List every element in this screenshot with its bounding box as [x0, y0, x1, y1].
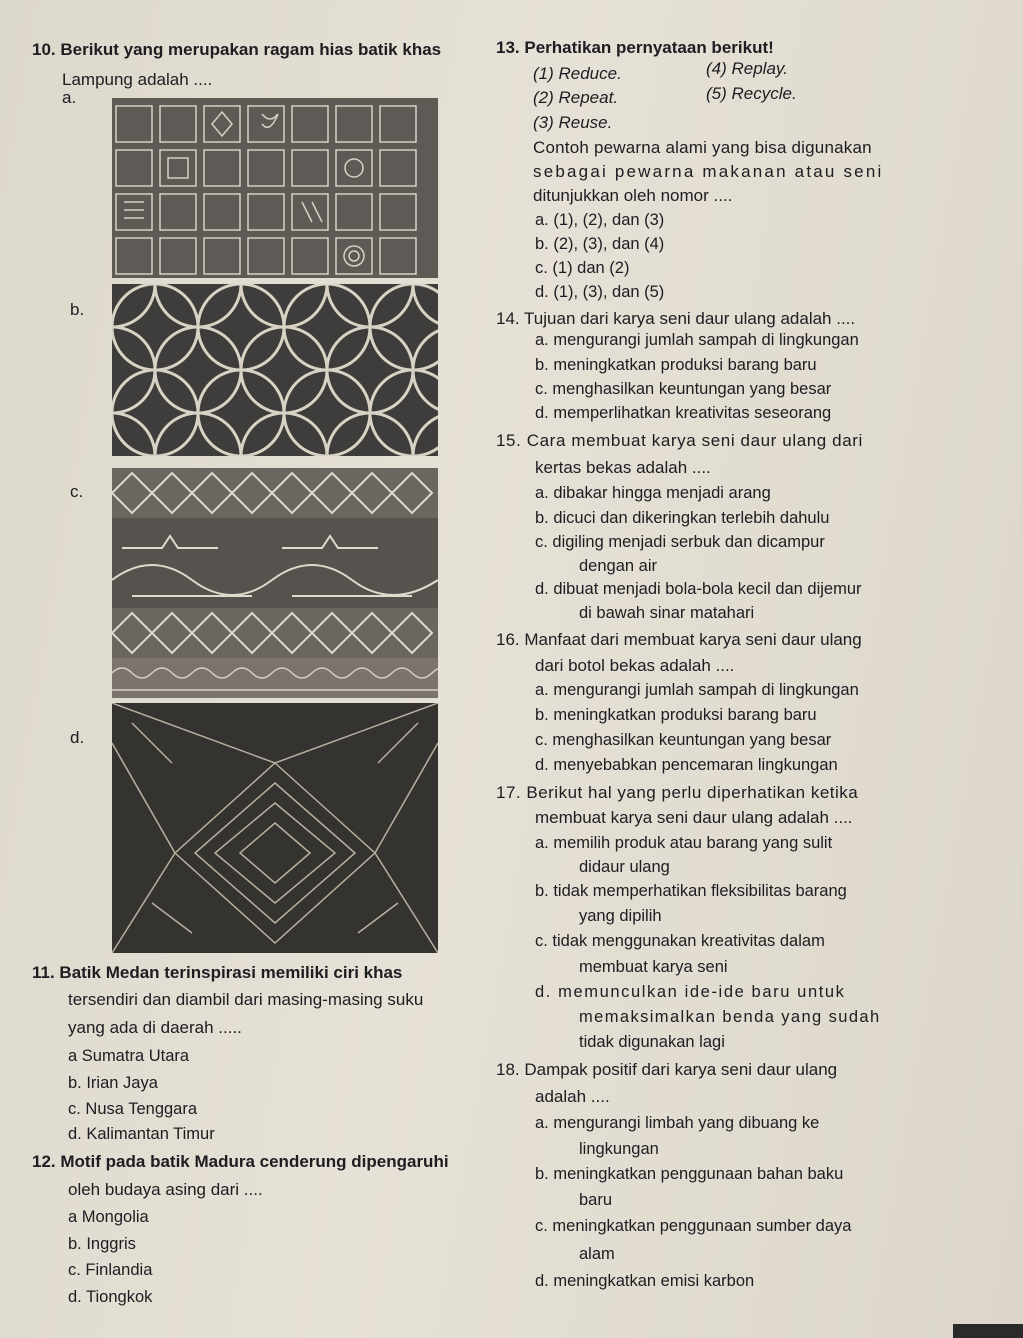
q18-option-c[interactable]: c. meningkatkan penggunaan sumber daya: [535, 1217, 852, 1235]
q17-option-b-cont: yang dipilih: [579, 907, 662, 925]
q11-stem-line2: tersendiri dan diambil dari masing-masing suku: [68, 990, 424, 1009]
q15-stem-line2: kertas bekas adalah ....: [535, 458, 711, 477]
q13-item-3: (3) Reuse.: [533, 113, 613, 132]
q12-option-a[interactable]: a Mongolia: [68, 1208, 149, 1226]
q17-option-a[interactable]: a. memilih produk atau barang yang sulit: [535, 834, 833, 852]
q11-option-b[interactable]: b. Irian Jaya: [68, 1074, 158, 1092]
q16-stem-line1: 16. Manfaat dari membuat karya seni daur ulang: [496, 630, 862, 649]
q13-option-c[interactable]: c. (1) dan (2): [535, 259, 630, 277]
q13-option-b[interactable]: b. (2), (3), dan (4): [535, 235, 665, 253]
q18-option-a-cont: lingkungan: [579, 1140, 659, 1158]
q17-option-a-cont: didaur ulang: [579, 858, 670, 876]
q12-option-b[interactable]: b. Inggris: [68, 1235, 136, 1253]
q18-option-d[interactable]: d. meningkatkan emisi karbon: [535, 1272, 755, 1290]
batik-image-b: [112, 284, 438, 456]
q15-option-d-cont: di bawah sinar matahari: [579, 604, 755, 622]
q16-option-b[interactable]: b. meningkatkan produksi barang baru: [535, 706, 817, 724]
batik-image-a: [112, 98, 438, 278]
q18-option-a[interactable]: a. mengurangi limbah yang dibuang ke: [535, 1114, 820, 1132]
q16-option-d[interactable]: d. menyebabkan pencemaran lingkungan: [535, 756, 838, 774]
batik-image-d: [112, 703, 438, 953]
q17-stem-line1: 17. Berikut hal yang perlu diperhatikan ketika: [496, 783, 859, 802]
q15-option-b[interactable]: b. dicuci dan dikeringkan terlebih dahulu: [535, 509, 830, 527]
q10-label-a: a.: [62, 88, 77, 107]
q13-option-a[interactable]: a. (1), (2), dan (3): [535, 211, 665, 229]
q12-stem-line2: oleh budaya asing dari ....: [68, 1180, 263, 1199]
q17-option-d[interactable]: d. memunculkan ide-ide baru untuk: [535, 983, 846, 1001]
q14-title: 14. Tujuan dari karya seni daur ulang adalah ....: [496, 309, 856, 328]
q13-item-2: (2) Repeat.: [533, 88, 619, 107]
q13-stem-line1: Contoh pewarna alami yang bisa digunakan: [533, 138, 872, 157]
q17-stem-line2: membuat karya seni daur ulang adalah ....: [535, 808, 853, 827]
q15-option-d[interactable]: d. dibuat menjadi bola-bola kecil dan dijemur: [535, 580, 862, 598]
q15-option-a[interactable]: a. dibakar hingga menjadi arang: [535, 484, 771, 502]
q14-option-d[interactable]: d. memperlihatkan kreativitas seseorang: [535, 404, 832, 422]
q11-stem-line1: 11. Batik Medan terinspirasi memiliki ciri khas: [32, 963, 403, 982]
q15-stem-line1: 15. Cara membuat karya seni daur ulang dari: [496, 431, 863, 450]
q18-stem-line1: 18. Dampak positif dari karya seni daur ulang: [496, 1060, 838, 1079]
q14-option-c[interactable]: c. menghasilkan keuntungan yang besar: [535, 380, 832, 398]
q12-stem-line1: 12. Motif pada batik Madura cenderung dipengaruhi: [32, 1152, 449, 1171]
q10-label-d: d.: [70, 728, 85, 747]
q17-option-d-cont2: tidak digunakan lagi: [579, 1033, 725, 1051]
q16-option-a[interactable]: a. mengurangi jumlah sampah di lingkungan: [535, 681, 859, 699]
q11-option-a[interactable]: a Sumatra Utara: [68, 1047, 190, 1065]
q13-item-5: (5) Recycle.: [706, 84, 797, 103]
q10-label-b: b.: [70, 300, 85, 319]
q13-stem-line2: sebagai pewarna makanan atau seni: [533, 162, 884, 181]
page-corner-shadow: [953, 1324, 1023, 1338]
q10-stem-line1: 10. Berikut yang merupakan ragam hias batik khas: [32, 40, 442, 59]
q10-stem-line2: Lampung adalah ....: [62, 70, 213, 89]
q15-option-c-cont: dengan air: [579, 557, 657, 575]
batik-image-c: [112, 468, 438, 698]
q13-item-1: (1) Reduce.: [533, 64, 622, 83]
q14-option-a[interactable]: a. mengurangi jumlah sampah di lingkungan: [535, 331, 859, 349]
q13-item-4: (4) Replay.: [706, 59, 788, 78]
q12-option-c[interactable]: c. Finlandia: [68, 1261, 153, 1279]
q14-option-b[interactable]: b. meningkatkan produksi barang baru: [535, 356, 817, 374]
q18-option-c-cont: alam: [579, 1245, 615, 1263]
q17-option-c[interactable]: c. tidak menggunakan kreativitas dalam: [535, 932, 825, 950]
q11-option-c[interactable]: c. Nusa Tenggara: [68, 1100, 198, 1118]
q18-option-b-cont: baru: [579, 1191, 613, 1209]
q11-option-d[interactable]: d. Kalimantan Timur: [68, 1125, 215, 1143]
q17-option-d-cont1: memaksimalkan benda yang sudah: [579, 1008, 881, 1026]
q16-option-c[interactable]: c. menghasilkan keuntungan yang besar: [535, 731, 832, 749]
q12-option-d[interactable]: d. Tiongkok: [68, 1288, 153, 1306]
q13-option-d[interactable]: d. (1), (3), dan (5): [535, 283, 665, 301]
q11-stem-line3: yang ada di daerah .....: [68, 1018, 242, 1037]
q10-label-c: c.: [70, 482, 84, 501]
q13-stem-line3: ditunjukkan oleh nomor ....: [533, 186, 733, 205]
q18-stem-line2: adalah ....: [535, 1087, 610, 1106]
q13-title: 13. Perhatikan pernyataan berikut!: [496, 38, 774, 57]
q15-option-c[interactable]: c. digiling menjadi serbuk dan dicampur: [535, 533, 825, 551]
q17-option-c-cont: membuat karya seni: [579, 958, 728, 976]
q18-option-b[interactable]: b. meningkatkan penggunaan bahan baku: [535, 1165, 844, 1183]
q17-option-b[interactable]: b. tidak memperhatikan fleksibilitas barang: [535, 882, 847, 900]
q16-stem-line2: dari botol bekas adalah ....: [535, 656, 735, 675]
